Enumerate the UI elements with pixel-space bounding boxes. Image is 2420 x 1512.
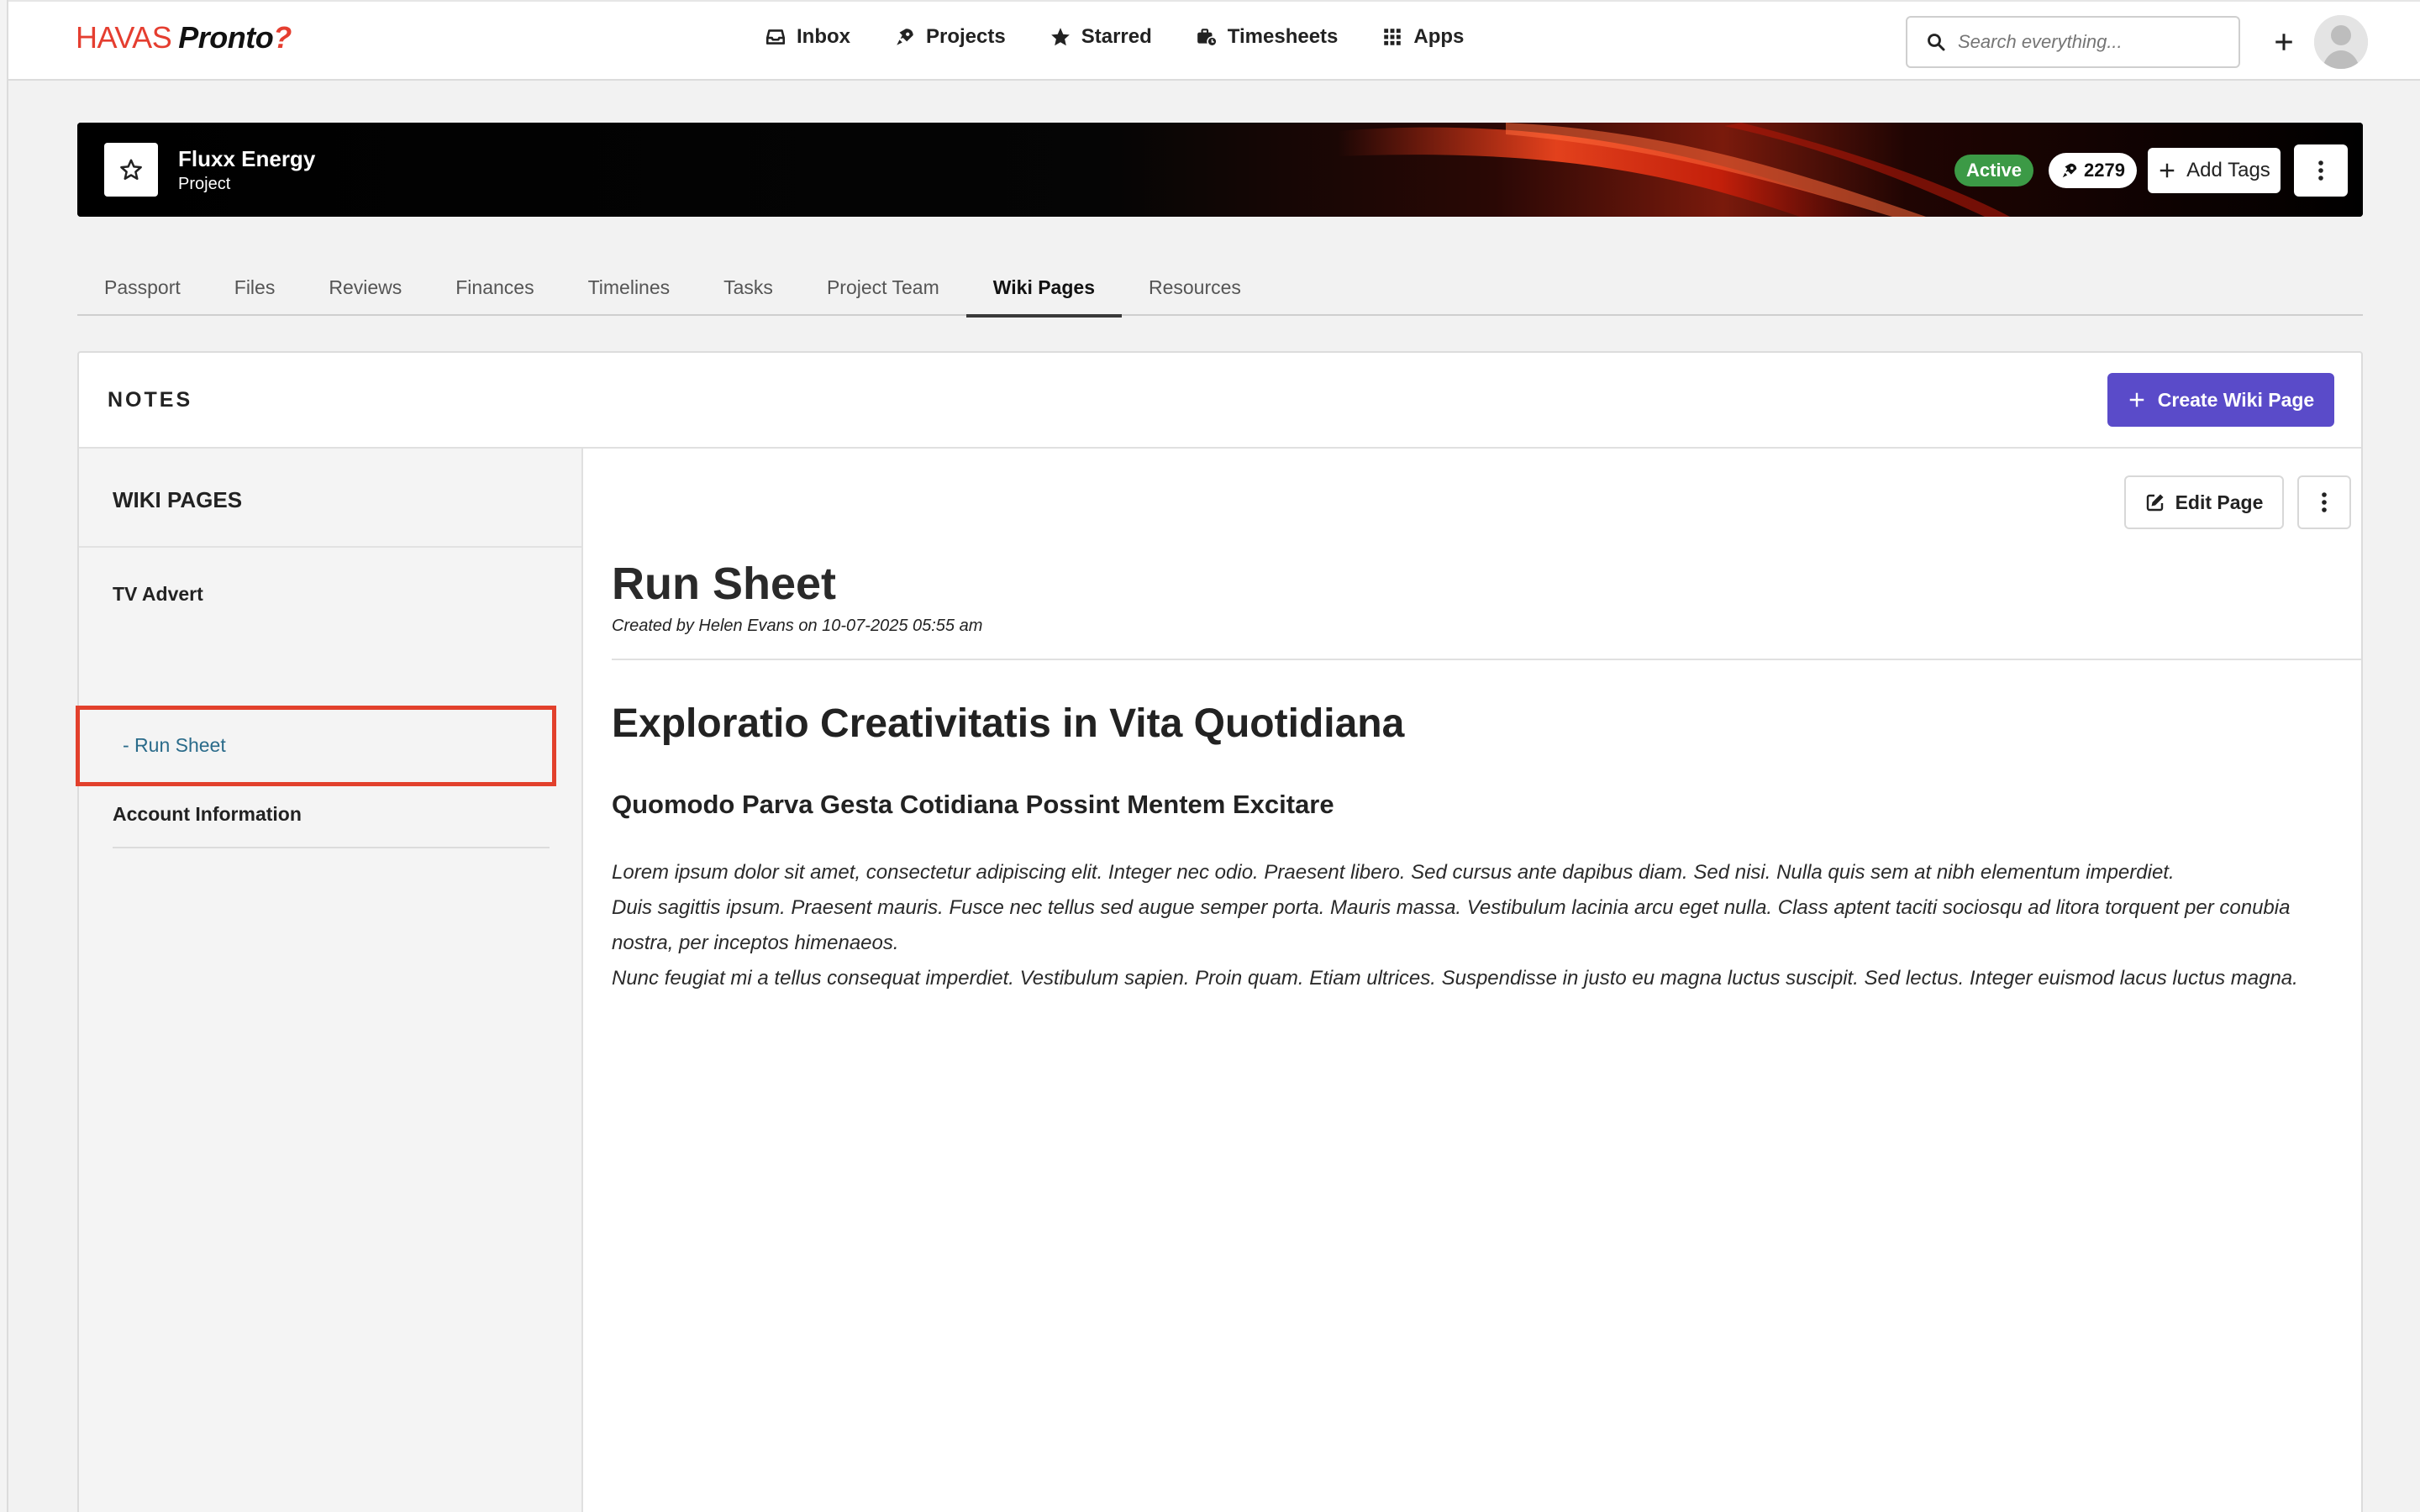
sidebar-item-tv-advert[interactable]: TV Advert xyxy=(113,583,203,605)
main-nav xyxy=(765,25,1464,49)
tab-project-team[interactable]: Project Team xyxy=(826,276,939,298)
nav-timesheets-label: Timesheets xyxy=(1227,25,1339,48)
global-search[interactable] xyxy=(1906,16,2240,68)
nav-projects-label: Projects xyxy=(926,25,1006,48)
content-divider xyxy=(612,659,2361,660)
add-tags-button[interactable] xyxy=(2148,148,2281,193)
edit-page-label: Edit Page xyxy=(2175,491,2264,513)
wiki-pages-sidebar xyxy=(79,449,583,1512)
search-input[interactable] xyxy=(1958,31,2218,53)
nav-projects[interactable] xyxy=(894,25,1006,49)
nav-inbox-label: Inbox xyxy=(797,25,850,48)
tab-timelines[interactable]: Timelines xyxy=(587,276,671,298)
wiki-pages-title: WIKI PAGES xyxy=(113,487,243,512)
user-avatar[interactable] xyxy=(2314,15,2368,69)
logo-pronto-text: Pronto xyxy=(178,20,274,55)
project-tabs xyxy=(77,259,2363,316)
quick-add-button[interactable] xyxy=(2267,24,2301,60)
page-meta: Created by Helen Evans on 10-07-2025 05:55 am xyxy=(612,617,983,635)
content-heading-1: Exploratio Creativitatis in Vita Quotidiana xyxy=(612,701,1405,746)
logo-havas-text: HAVAS xyxy=(76,20,172,55)
notes-card xyxy=(77,351,2363,1512)
inbox-icon xyxy=(765,26,786,48)
page-title: Run Sheet xyxy=(612,559,837,609)
paragraph: Nunc feugiat mi a tellus consequat imperdiet. Vestibulum sapien. Proin quam. Etiam ultrices. Suspendisse in justo eu magna luctus suscipit. Sed lectus. Integer euismod lacus luctus magna. xyxy=(612,967,2298,990)
create-wiki-page-button[interactable] xyxy=(2107,373,2334,427)
sidebar-item-run-sheet[interactable]: - Run Sheet xyxy=(123,734,226,756)
tab-passport[interactable]: Passport xyxy=(104,276,181,298)
project-more-button[interactable] xyxy=(2294,144,2348,197)
wiki-page-content xyxy=(583,449,2361,1512)
project-name: Fluxx Energy xyxy=(178,146,316,171)
plus-icon xyxy=(2158,161,2176,180)
favorite-project-button[interactable] xyxy=(104,143,158,197)
more-vertical-icon xyxy=(2317,160,2324,181)
sidebar-divider xyxy=(113,847,550,848)
rocket-icon xyxy=(2060,161,2079,180)
project-banner xyxy=(77,123,2363,217)
paragraph: Lorem ipsum dolor sit amet, consectetur adipiscing elit. Integer nec odio. Praesent libero. Sed cursus ante dapibus diam. Sed nisi. Nulla quis sem at nibh elementum imperdiet. xyxy=(612,861,2175,884)
star-outline-icon xyxy=(118,157,144,182)
content-body xyxy=(612,855,2351,996)
nav-starred[interactable] xyxy=(1050,25,1152,49)
plus-icon xyxy=(2273,31,2295,53)
tab-finances[interactable]: Finances xyxy=(455,276,534,298)
rocket-icon xyxy=(894,26,916,48)
grid-icon xyxy=(1381,26,1403,48)
top-navbar xyxy=(8,0,2420,81)
tab-tasks[interactable]: Tasks xyxy=(723,276,773,298)
add-tags-label: Add Tags xyxy=(2186,159,2270,181)
notes-header xyxy=(79,353,2361,449)
nav-timesheets[interactable] xyxy=(1196,25,1339,49)
edit-page-button[interactable] xyxy=(2124,475,2284,529)
nav-apps[interactable] xyxy=(1381,25,1464,49)
page-more-button[interactable] xyxy=(2297,475,2351,529)
nav-apps-label: Apps xyxy=(1413,25,1465,48)
nav-starred-label: Starred xyxy=(1081,25,1152,48)
logo-bolt-mark: ? xyxy=(273,20,292,55)
sidebar-item-account-information[interactable]: Account Information xyxy=(113,803,302,825)
app-root xyxy=(7,0,2420,1512)
user-silhouette-icon xyxy=(2314,15,2368,69)
search-icon xyxy=(1926,32,1946,52)
star-icon xyxy=(1050,26,1071,48)
nav-inbox[interactable] xyxy=(765,25,850,49)
status-badge: Active xyxy=(1954,155,2033,186)
more-vertical-icon xyxy=(2321,491,2328,513)
create-wiki-page-label: Create Wiki Page xyxy=(2157,388,2315,411)
paragraph: Duis sagittis ipsum. Praesent mauris. Fusce nec tellus sed augue semper porta. Mauris massa. Vestibulum lacinia arcu eget nulla. Class aptent taciti sociosqu ad litora torquent per conubia nostra, per inceptos himenaeos. xyxy=(612,896,2291,954)
tab-reviews[interactable]: Reviews xyxy=(329,276,402,298)
content-heading-2: Quomodo Parva Gesta Cotidiana Possint Mentem Excitare xyxy=(612,790,1334,819)
project-number: 2279 xyxy=(2084,160,2125,181)
tab-resources[interactable]: Resources xyxy=(1148,276,1241,298)
project-type: Project xyxy=(178,175,231,193)
briefcase-clock-icon xyxy=(1196,26,1218,48)
havas-pronto-logo[interactable] xyxy=(76,20,292,59)
plus-icon xyxy=(2128,391,2146,409)
tab-files[interactable]: Files xyxy=(234,276,276,298)
notes-title: NOTES xyxy=(108,388,193,412)
tab-wiki-pages[interactable]: Wiki Pages xyxy=(966,259,1122,316)
project-number-badge xyxy=(2049,153,2137,188)
edit-icon xyxy=(2145,492,2165,512)
sidebar-divider xyxy=(79,546,581,548)
